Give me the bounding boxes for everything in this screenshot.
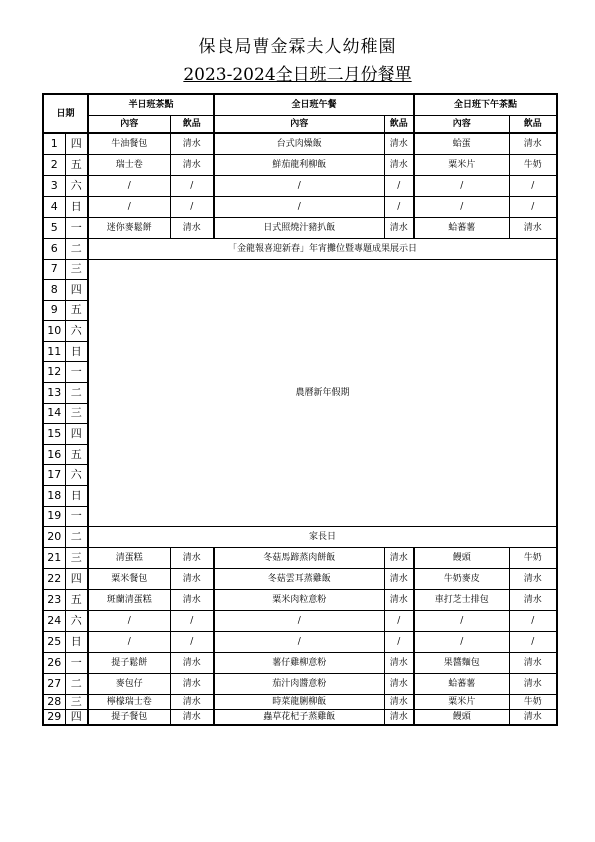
menu-title <box>0 60 595 85</box>
half-day-snack: 斑蘭清蛋糕 <box>88 590 170 611</box>
afternoon-snack: 粟米片 <box>414 154 509 175</box>
afternoon-drink: 清水 <box>509 217 557 238</box>
weekday: 一 <box>65 217 88 238</box>
lunch-drink: 清水 <box>384 548 414 569</box>
afternoon-drink: 清水 <box>509 710 557 725</box>
half-day-drink: / <box>170 632 214 653</box>
afternoon-snack: 蛤蕃薯 <box>414 217 509 238</box>
weekday: 三 <box>65 403 88 424</box>
day-row <box>43 133 557 154</box>
cny-holiday: 農曆新年假期 <box>88 259 557 527</box>
day-number: 29 <box>43 710 65 725</box>
weekday: 二 <box>65 238 88 259</box>
afternoon-snack: 蛤蕃薯 <box>414 674 509 695</box>
menu-table <box>42 93 558 726</box>
afternoon-snack: 粟米片 <box>414 695 509 710</box>
day-number: 26 <box>43 653 65 674</box>
half-day-drink: 清水 <box>170 217 214 238</box>
weekday: 二 <box>65 674 88 695</box>
weekday: 五 <box>65 300 88 321</box>
lunch-drink: 清水 <box>384 569 414 590</box>
lunch-dish: 日式照燒汁豬扒飯 <box>214 217 384 238</box>
day-row <box>43 710 557 725</box>
day-number: 5 <box>43 217 65 238</box>
lunch-dish: 冬菇雲耳蒸雞飯 <box>214 569 384 590</box>
lunch-drink-header: 飲品 <box>384 115 414 133</box>
day-number: 6 <box>43 238 65 259</box>
day-row <box>43 674 557 695</box>
weekday: 四 <box>65 280 88 301</box>
half-day-drink: 清水 <box>170 133 214 154</box>
afternoon-snack: 果醬麵包 <box>414 653 509 674</box>
weekday: 三 <box>65 548 88 569</box>
afternoon-snack: 蛤蛋 <box>414 133 509 154</box>
lunch-dish: 蟲草花杞子蒸雞飯 <box>214 710 384 725</box>
afternoon-drink: 清水 <box>509 674 557 695</box>
day-row <box>43 653 557 674</box>
day-number: 11 <box>43 341 65 362</box>
weekday: 六 <box>65 465 88 486</box>
lunch-drink: 清水 <box>384 674 414 695</box>
day-row <box>43 175 557 196</box>
afternoon-snack: 車打芝士排包 <box>414 590 509 611</box>
day-row <box>43 695 557 710</box>
date-header: 日期 <box>43 94 88 133</box>
day-number: 2 <box>43 154 65 175</box>
parents-day: 家長日 <box>88 527 557 548</box>
half-day-drink: 清水 <box>170 674 214 695</box>
day-number: 15 <box>43 424 65 445</box>
weekday: 四 <box>65 424 88 445</box>
lunch-drink: 清水 <box>384 133 414 154</box>
half-day-snack: 麥包仔 <box>88 674 170 695</box>
afternoon-drink: 牛奶 <box>509 548 557 569</box>
day-row <box>43 548 557 569</box>
day-row <box>43 196 557 217</box>
lunch-drink: / <box>384 611 414 632</box>
half-day-drink-header: 飲品 <box>170 115 214 133</box>
lunch-drink: 清水 <box>384 710 414 725</box>
weekday: 三 <box>65 259 88 280</box>
day-number: 25 <box>43 632 65 653</box>
lunch-drink: 清水 <box>384 154 414 175</box>
day-number: 10 <box>43 321 65 342</box>
menu-title-text: 2023-2024全日班二月份餐單 <box>183 65 412 85</box>
afternoon-snack: / <box>414 196 509 217</box>
day-row <box>43 569 557 590</box>
day-number: 4 <box>43 196 65 217</box>
weekday: 四 <box>65 133 88 154</box>
half-day-snack: 瑞士卷 <box>88 154 170 175</box>
afternoon-snack: / <box>414 632 509 653</box>
half-day-snack: 提子餐包 <box>88 710 170 725</box>
lunch-drink: 清水 <box>384 695 414 710</box>
lunch-dish: 鮮茄龍利柳飯 <box>214 154 384 175</box>
afternoon-drink: / <box>509 175 557 196</box>
weekday: 三 <box>65 695 88 710</box>
afternoon-drink: 清水 <box>509 653 557 674</box>
day-number: 14 <box>43 403 65 424</box>
half-day-drink: 清水 <box>170 569 214 590</box>
day-number: 17 <box>43 465 65 486</box>
half-day-drink: 清水 <box>170 710 214 725</box>
half-day-snack: 牛油餐包 <box>88 133 170 154</box>
afternoon-drink: 清水 <box>509 569 557 590</box>
day-number: 19 <box>43 506 65 527</box>
weekday: 四 <box>65 569 88 590</box>
weekday: 六 <box>65 611 88 632</box>
afternoon-drink: / <box>509 196 557 217</box>
lunch-drink: / <box>384 175 414 196</box>
weekday: 六 <box>65 321 88 342</box>
half-day-drink: / <box>170 196 214 217</box>
lunch-dish: 台式肉燥飯 <box>214 133 384 154</box>
afternoon-drink: 清水 <box>509 590 557 611</box>
day-row <box>43 590 557 611</box>
afternoon-drink: 牛奶 <box>509 695 557 710</box>
weekday: 日 <box>65 486 88 507</box>
half-day-drink: / <box>170 175 214 196</box>
day-number: 27 <box>43 674 65 695</box>
weekday: 一 <box>65 653 88 674</box>
lunch-dish: / <box>214 611 384 632</box>
half-day-content-header: 內容 <box>88 115 170 133</box>
half-day-drink: 清水 <box>170 590 214 611</box>
day-number: 1 <box>43 133 65 154</box>
lunch-dish: 茄汁肉醬意粉 <box>214 674 384 695</box>
weekday: 六 <box>65 175 88 196</box>
afternoon-snack: 饅頭 <box>414 548 509 569</box>
lunch-dish: 粟米肉粒意粉 <box>214 590 384 611</box>
day-number: 12 <box>43 362 65 383</box>
lunch-dish: / <box>214 175 384 196</box>
weekday: 五 <box>65 444 88 465</box>
half-day-snack: 迷你麥鬆餅 <box>88 217 170 238</box>
day-row <box>43 632 557 653</box>
lunch-drink: 清水 <box>384 217 414 238</box>
lunch-drink: 清水 <box>384 590 414 611</box>
day-number: 22 <box>43 569 65 590</box>
school-name: 保良局曹金霖夫人幼稚園 <box>198 37 397 57</box>
day-number: 9 <box>43 300 65 321</box>
weekday: 二 <box>65 527 88 548</box>
weekday: 四 <box>65 710 88 725</box>
lunch-drink: 清水 <box>384 653 414 674</box>
day-row <box>43 217 557 238</box>
weekday: 五 <box>65 590 88 611</box>
day-number: 3 <box>43 175 65 196</box>
half-day-snack: 粟米餐包 <box>88 569 170 590</box>
afternoon-snack-header: 全日班下午茶點 <box>414 94 557 115</box>
half-day-drink: 清水 <box>170 653 214 674</box>
afternoon-drink-header: 飲品 <box>509 115 557 133</box>
day-number: 28 <box>43 695 65 710</box>
full-day-lunch-header: 全日班午餐 <box>214 94 414 115</box>
day-number: 13 <box>43 383 65 404</box>
afternoon-snack: 牛奶麥皮 <box>414 569 509 590</box>
day-number: 7 <box>43 259 65 280</box>
weekday: 五 <box>65 154 88 175</box>
afternoon-drink: 牛奶 <box>509 154 557 175</box>
lunch-dish: / <box>214 632 384 653</box>
event-banner: 「金龍報喜迎新春」年宵攤位暨專題成果展示日 <box>88 238 557 259</box>
lunch-dish: 冬菇馬蹄蒸肉餅飯 <box>214 548 384 569</box>
afternoon-snack: / <box>414 611 509 632</box>
day-number: 21 <box>43 548 65 569</box>
half-day-drink: / <box>170 611 214 632</box>
half-day-snack: 提子鬆餅 <box>88 653 170 674</box>
half-day-snack: 檸檬瑞士卷 <box>88 695 170 710</box>
half-day-snack: / <box>88 611 170 632</box>
lunch-dish: / <box>214 196 384 217</box>
half-day-snack: / <box>88 632 170 653</box>
lunch-dish: 薯仔雞柳意粉 <box>214 653 384 674</box>
afternoon-snack: 饅頭 <box>414 710 509 725</box>
half-day-snack: / <box>88 175 170 196</box>
half-day-drink: 清水 <box>170 695 214 710</box>
lunch-drink: / <box>384 196 414 217</box>
weekday: 二 <box>65 383 88 404</box>
day-row <box>43 238 557 259</box>
day-number: 18 <box>43 486 65 507</box>
day-row <box>43 527 557 548</box>
afternoon-drink: / <box>509 611 557 632</box>
day-row <box>43 611 557 632</box>
lunch-content-header: 內容 <box>214 115 384 133</box>
afternoon-drink: / <box>509 632 557 653</box>
weekday: 一 <box>65 506 88 527</box>
day-number: 20 <box>43 527 65 548</box>
day-number: 8 <box>43 280 65 301</box>
lunch-dish: 時菜龍脷柳飯 <box>214 695 384 710</box>
afternoon-drink: 清水 <box>509 133 557 154</box>
half-day-drink: 清水 <box>170 154 214 175</box>
half-day-drink: 清水 <box>170 548 214 569</box>
day-number: 24 <box>43 611 65 632</box>
weekday: 一 <box>65 362 88 383</box>
afternoon-snack: / <box>414 175 509 196</box>
weekday: 日 <box>65 632 88 653</box>
day-row <box>43 154 557 175</box>
day-row <box>43 259 557 280</box>
day-number: 23 <box>43 590 65 611</box>
half-day-snack-header: 半日班茶點 <box>88 94 214 115</box>
lunch-drink: / <box>384 632 414 653</box>
afternoon-content-header: 內容 <box>414 115 509 133</box>
weekday: 日 <box>65 196 88 217</box>
day-number: 16 <box>43 444 65 465</box>
half-day-snack: 清蛋糕 <box>88 548 170 569</box>
half-day-snack: / <box>88 196 170 217</box>
weekday: 日 <box>65 341 88 362</box>
